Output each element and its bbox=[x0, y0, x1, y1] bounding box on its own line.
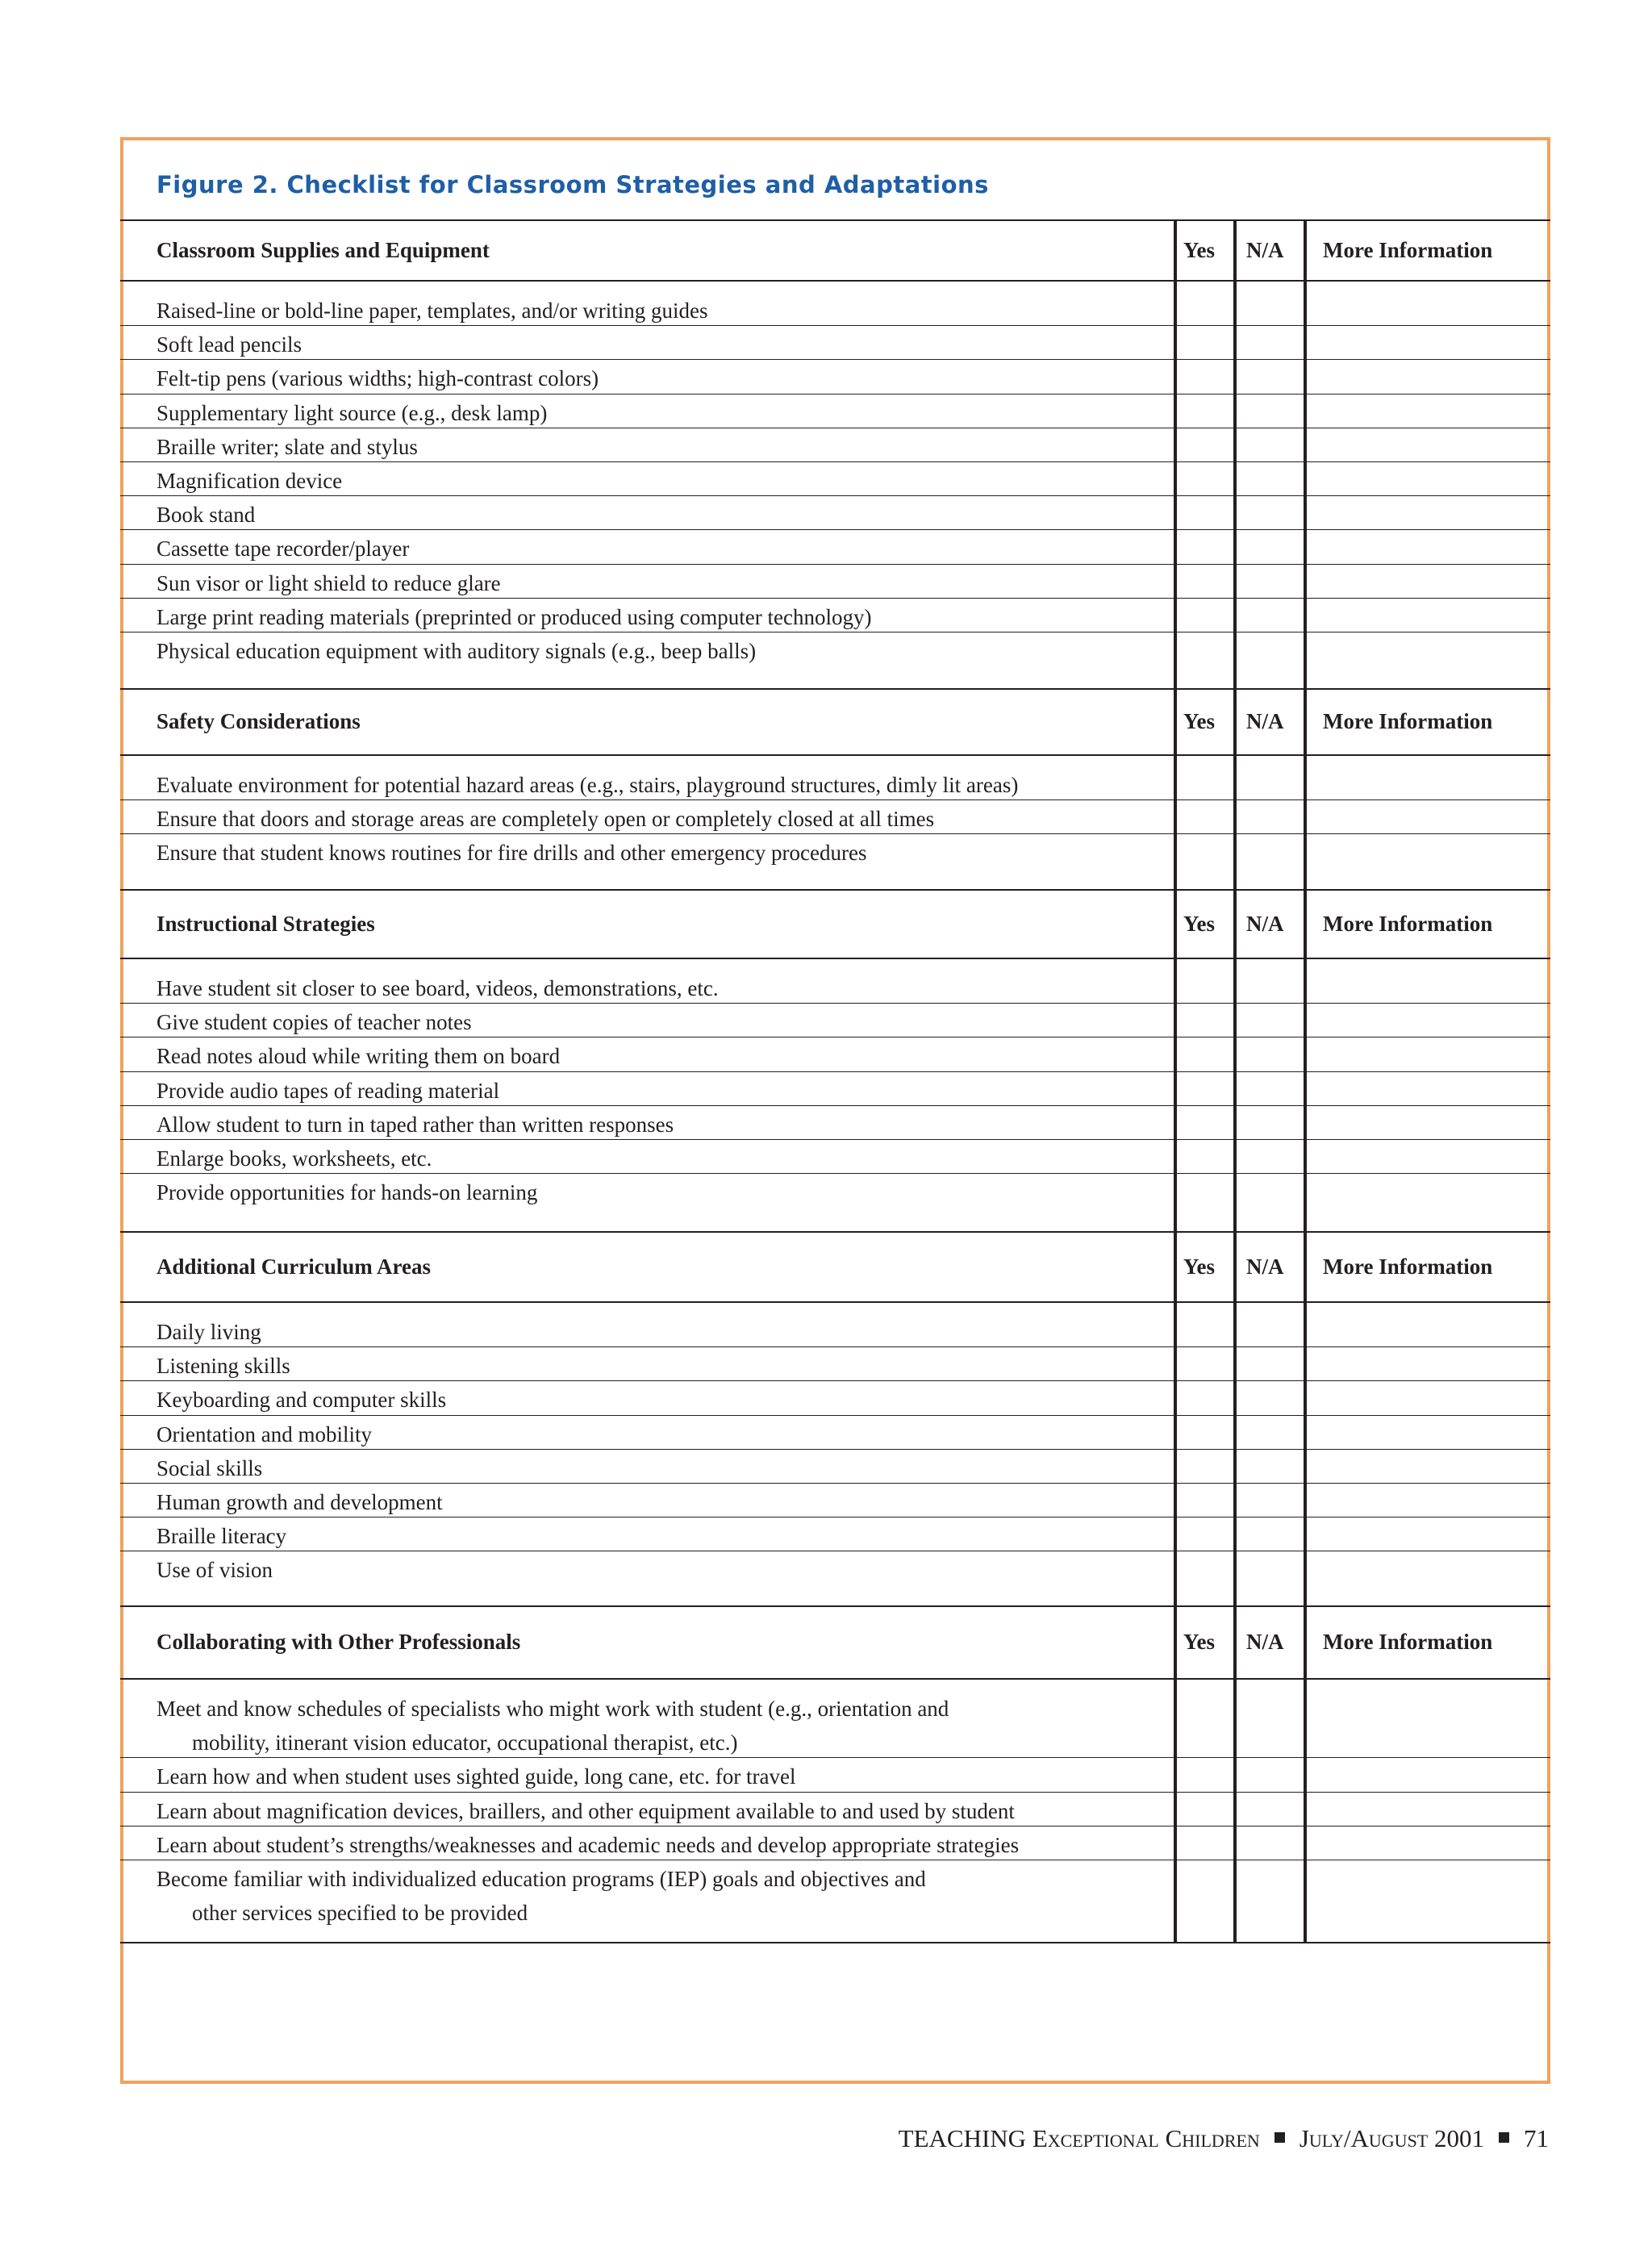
col-na-header: N/A bbox=[1246, 911, 1284, 936]
col-yes-header: Yes bbox=[1183, 709, 1215, 733]
checklist-item: Large print reading materials (preprinted or produced using computer technology) bbox=[156, 604, 872, 629]
checklist-item: Book stand bbox=[156, 503, 256, 528]
journal-name-a: TEACHING bbox=[898, 2124, 1032, 2152]
col-more-header: More Information bbox=[1323, 709, 1493, 733]
separator-square-icon bbox=[1499, 2132, 1509, 2143]
column-rule bbox=[1174, 1605, 1177, 1942]
checklist-item: Cassette tape recorder/player bbox=[156, 536, 410, 562]
checklist-item: other services specified to be provided bbox=[192, 1901, 528, 1926]
checklist-item: Human growth and development bbox=[156, 1490, 443, 1514]
row-divider bbox=[120, 598, 1550, 599]
checklist-item: Orientation and mobility bbox=[156, 1421, 372, 1447]
column-rule bbox=[1304, 219, 1307, 688]
checklist-item: Provide audio tapes of reading material bbox=[156, 1078, 500, 1103]
row-divider bbox=[120, 325, 1550, 326]
checklist-item: Listening skills bbox=[156, 1354, 290, 1379]
column-rule bbox=[1233, 1231, 1237, 1605]
row-divider bbox=[120, 1517, 1550, 1518]
row-divider bbox=[120, 1139, 1550, 1140]
row-divider bbox=[120, 833, 1550, 834]
col-more-header: More Information bbox=[1323, 1254, 1493, 1279]
checklist-item: Braille writer; slate and stylus bbox=[156, 434, 418, 459]
col-yes-header: Yes bbox=[1183, 1254, 1215, 1279]
checklist-item: Give student copies of teacher notes bbox=[156, 1010, 472, 1035]
header-rule bbox=[120, 958, 1550, 959]
column-rule bbox=[1174, 1231, 1177, 1605]
checklist-item: mobility, itinerant vision educator, occupational therapist, etc.) bbox=[192, 1730, 738, 1755]
column-rule bbox=[1233, 219, 1237, 688]
row-divider bbox=[120, 495, 1550, 496]
checklist-item: Enlarge books, worksheets, etc. bbox=[156, 1146, 432, 1171]
section-rule bbox=[120, 1231, 1550, 1233]
column-rule bbox=[1174, 688, 1177, 889]
checklist-item: Provide opportunities for hands-on learning bbox=[156, 1180, 538, 1205]
col-na-header: N/A bbox=[1246, 237, 1284, 262]
checklist-item: Evaluate environment for potential hazard areas (e.g., stairs, playground structures, dimly lit areas) bbox=[156, 773, 1019, 797]
section-rule bbox=[120, 219, 1550, 221]
col-yes-header: Yes bbox=[1183, 911, 1215, 936]
row-divider bbox=[120, 394, 1550, 395]
section-heading: Classroom Supplies and Equipment bbox=[156, 237, 490, 262]
row-divider bbox=[120, 799, 1550, 800]
checklist-item: Learn how and when student uses sighted guide, long cane, etc. for travel bbox=[156, 1764, 796, 1789]
section-heading: Instructional Strategies bbox=[156, 911, 375, 936]
section-rule bbox=[120, 1605, 1550, 1607]
row-divider bbox=[120, 1380, 1550, 1381]
checklist-item: Supplementary light source (e.g., desk lamp) bbox=[156, 400, 548, 425]
column-rule bbox=[1174, 219, 1177, 688]
col-more-header: More Information bbox=[1323, 911, 1493, 936]
checklist-item: Learn about student’s strengths/weaknesses and academic needs and develop appropriate strategies bbox=[156, 1832, 1020, 1857]
row-divider bbox=[120, 1071, 1550, 1072]
checklist-item: Social skills bbox=[156, 1455, 263, 1480]
col-na-header: N/A bbox=[1246, 709, 1284, 733]
checklist-item: Raised-line or bold-line paper, templates, and/or writing guides bbox=[156, 298, 708, 323]
column-rule bbox=[1304, 1605, 1307, 1942]
row-divider bbox=[120, 564, 1550, 565]
section-rule bbox=[120, 889, 1550, 891]
page-number: 71 bbox=[1524, 2124, 1549, 2152]
checklist-item: Magnification device bbox=[156, 469, 343, 493]
column-rule bbox=[1233, 688, 1237, 889]
checklist-item: Have student sit closer to see board, videos, demonstrations, etc. bbox=[156, 976, 719, 1000]
row-divider bbox=[120, 1757, 1550, 1758]
column-rule bbox=[1174, 889, 1177, 1231]
row-divider bbox=[120, 1346, 1550, 1347]
checklist-item: Ensure that student knows routines for fire drills and other emergency procedures bbox=[156, 841, 867, 866]
row-divider bbox=[120, 1792, 1550, 1793]
header-rule bbox=[120, 1678, 1550, 1680]
checklist-item: Meet and know schedules of specialists who might work with student (e.g., orientation and bbox=[156, 1697, 949, 1721]
issue-date: July/August 2001 bbox=[1299, 2124, 1484, 2152]
checklist-item: Sun visor or light shield to reduce glare bbox=[156, 570, 501, 595]
checklist-item: Allow student to turn in taped rather than written responses bbox=[156, 1112, 674, 1137]
column-rule bbox=[1233, 1605, 1237, 1942]
figure-title: Figure 2. Checklist for Classroom Strategies and Adaptations bbox=[156, 171, 989, 198]
row-divider bbox=[120, 1105, 1550, 1106]
checklist-item: Keyboarding and computer skills bbox=[156, 1388, 447, 1413]
section-heading: Additional Curriculum Areas bbox=[156, 1254, 432, 1279]
separator-square-icon bbox=[1274, 2132, 1285, 2143]
row-divider bbox=[120, 461, 1550, 462]
col-more-header: More Information bbox=[1323, 1630, 1493, 1654]
col-more-header: More Information bbox=[1323, 237, 1493, 262]
checklist-item: Ensure that doors and storage areas are completely open or completely closed at all times bbox=[156, 807, 935, 832]
checklist-item: Learn about magnification devices, braillers, and other equipment available to and used by student bbox=[156, 1798, 1015, 1823]
header-rule bbox=[120, 1301, 1550, 1303]
section-heading: Collaborating with Other Professionals bbox=[156, 1630, 521, 1654]
checklist-item: Felt-tip pens (various widths; high-contrast colors) bbox=[156, 366, 599, 391]
checklist-item: Braille literacy bbox=[156, 1524, 287, 1549]
col-na-header: N/A bbox=[1246, 1254, 1284, 1279]
col-yes-header: Yes bbox=[1183, 237, 1215, 262]
column-rule bbox=[1233, 889, 1237, 1231]
checklist-item: Soft lead pencils bbox=[156, 332, 302, 357]
row-divider bbox=[120, 529, 1550, 530]
row-divider bbox=[120, 1003, 1550, 1004]
col-yes-header: Yes bbox=[1183, 1630, 1215, 1654]
checklist-item: Daily living bbox=[156, 1320, 261, 1344]
section-heading: Safety Considerations bbox=[156, 709, 361, 733]
row-divider bbox=[120, 1415, 1550, 1416]
column-rule bbox=[1304, 1231, 1307, 1605]
page-footer bbox=[899, 2124, 1549, 2153]
row-divider bbox=[120, 1483, 1550, 1484]
checklist-item: Physical education equipment with auditory signals (e.g., beep balls) bbox=[156, 639, 757, 663]
section-rule bbox=[120, 688, 1550, 690]
row-divider bbox=[120, 1173, 1550, 1174]
checklist-item: Become familiar with individualized education programs (IEP) goals and objectives and bbox=[156, 1867, 926, 1891]
table-bottom-rule bbox=[120, 1942, 1550, 1943]
column-rule bbox=[1304, 889, 1307, 1231]
row-divider bbox=[120, 1449, 1550, 1450]
header-rule bbox=[120, 754, 1550, 756]
column-rule bbox=[1304, 688, 1307, 889]
col-na-header: N/A bbox=[1246, 1630, 1284, 1654]
checklist-item: Use of vision bbox=[156, 1558, 273, 1583]
checklist-item: Read notes aloud while writing them on board bbox=[156, 1044, 561, 1069]
row-divider bbox=[120, 359, 1550, 360]
header-rule bbox=[120, 280, 1550, 282]
journal-name-b: Exceptional Children bbox=[1032, 2124, 1260, 2152]
